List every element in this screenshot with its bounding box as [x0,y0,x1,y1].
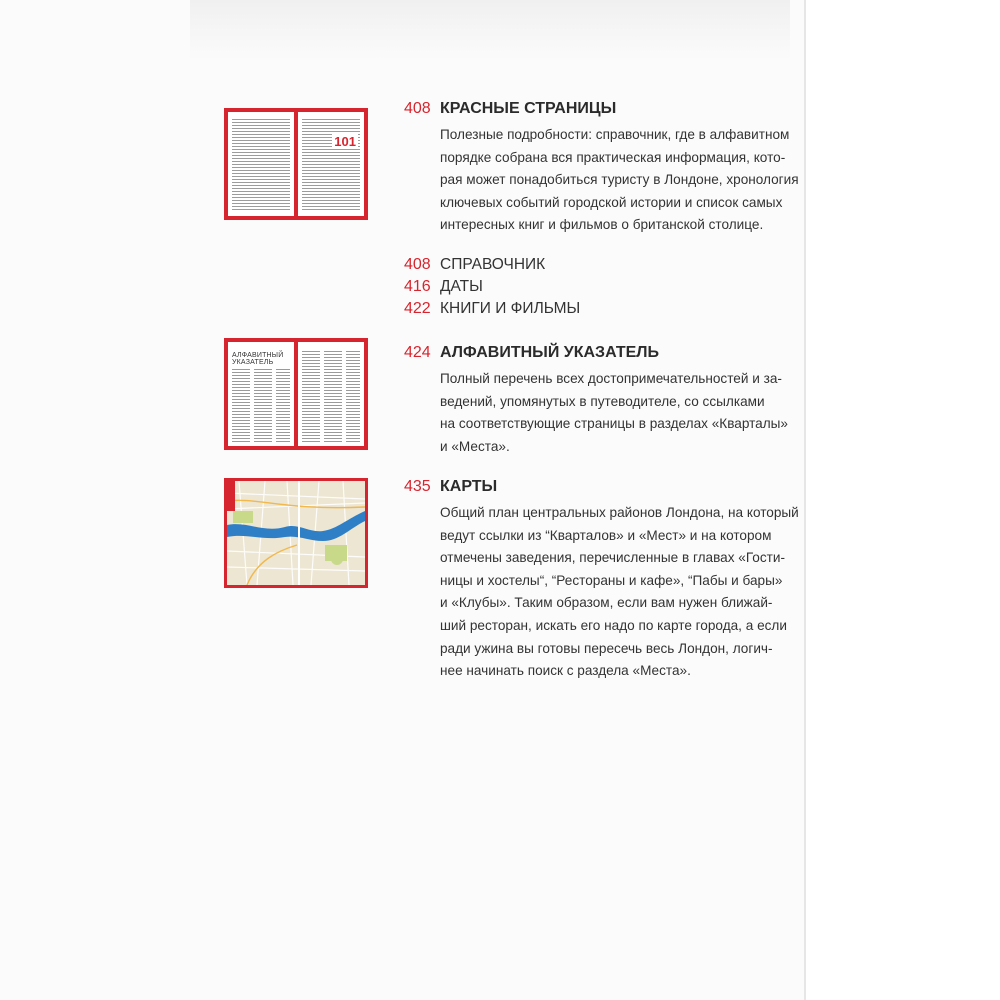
map-thumbnail [224,478,368,588]
description-line: и «Места». [440,438,510,454]
thumbnail-right-page [298,112,364,216]
description-line: Полный перечень всех достопримечательностей и за- [440,371,782,386]
description-line: ради ужина вы готовы пересечь весь Лондон, логич- [440,640,773,656]
section-title: КРАСНЫЕ СТРАНИЦЫ [440,100,617,117]
index-thumbnail [224,338,368,450]
description-line: рая может понадобиться туристу в Лондоне, хронология [440,172,799,188]
description-line: Полезные подробности: справочник, где в алфавитном [440,127,790,142]
page-number: 408 [404,256,431,273]
section-red-pages [404,100,799,237]
description-line: ведений, упомянутых в путеводителе, со ссылками [440,393,765,409]
section-description [440,502,799,683]
subsection-title: КНИГИ И ФИЛЬМЫ [440,300,581,317]
description-line: Общий план центральных районов Лондона, на который [440,505,799,520]
description-line: ницы и хостелы“, “Рестораны и кафе», “Пабы и бары» [440,572,783,588]
page-number: 424 [404,344,431,361]
subsection-dates [404,278,483,296]
page-number: 408 [404,100,431,117]
subsection-books-films [404,300,580,318]
subsection-title: СПРАВОЧНИК [440,256,546,273]
thumbnail-left-page [228,112,294,216]
subsection-title: ДАТЫ [440,278,483,295]
thumbnail-left-page [228,342,294,446]
section-maps [404,478,799,683]
thumbnail-right-page [298,342,364,446]
subsection-reference [404,256,545,274]
description-line: ключевых событий городской истории и список самых [440,194,783,210]
map-illustration [227,481,365,585]
section-title: АЛФАВИТНЫЙ УКАЗАТЕЛЬ [440,344,660,361]
thumbnail-index-heading: АЛФАВИТНЫЙ УКАЗАТЕЛЬ [232,352,284,366]
description-line: интересных книг и фильмов о британской столице. [440,217,764,233]
red-pages-thumbnail [224,108,368,220]
section-description [440,124,799,237]
description-line: нее начинать поиск с раздела «Места». [440,663,691,679]
scan-shadow [190,0,790,60]
section-index [404,344,799,458]
section-description [440,368,799,458]
page-number: 435 [404,478,431,495]
section-title: КАРТЫ [440,478,498,495]
description-line: и «Клубы». Таким образом, если вам нужен ближай- [440,595,773,611]
page-edge [804,0,806,1000]
description-line: ведут ссылки из “Кварталов» и «Мест» и на котором [440,527,772,543]
description-line: отмечены заведения, перечисленные в главах «Гости- [440,550,786,566]
description-line: на соответствующие страницы в разделах «Кварталы» [440,416,788,432]
thumbnail-page-number: 101 [334,134,356,149]
page-number: 416 [404,278,431,295]
page-number: 422 [404,300,431,317]
description-line: ший ресторан, искать его надо по карте города, а если [440,617,787,633]
description-line: порядке собрана вся практическая информация, кото- [440,149,786,165]
